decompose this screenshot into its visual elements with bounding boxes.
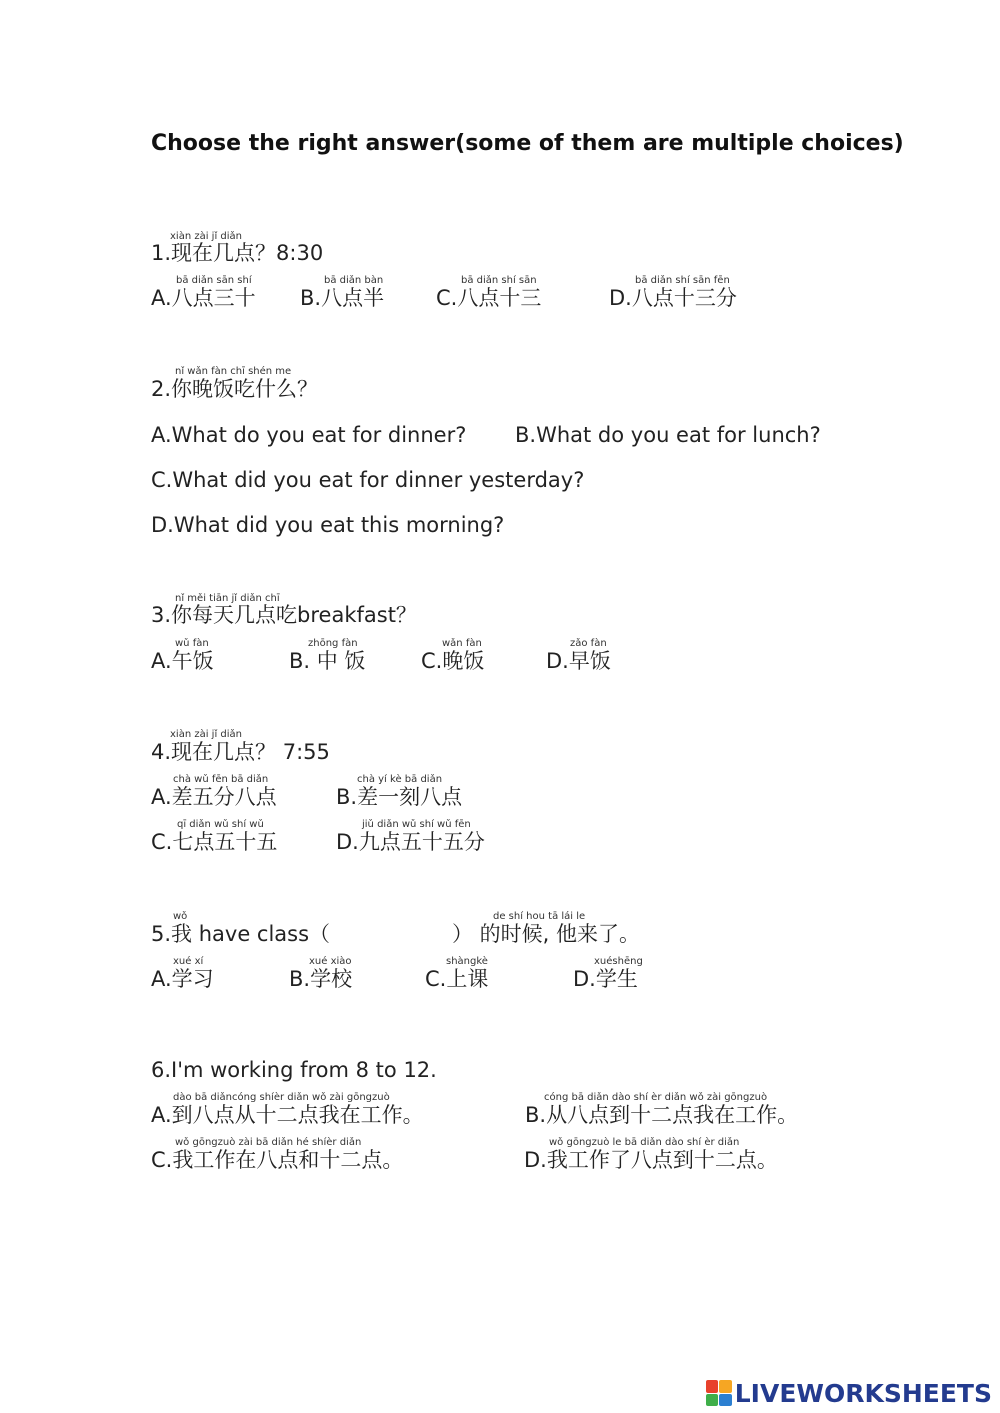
q5-option-c[interactable]: C.上课 <box>425 967 489 991</box>
q4-option-a-pinyin: chà wǔ fēn bā diǎn <box>173 774 269 785</box>
q3-option-b[interactable]: B. 中 饭 <box>289 649 366 673</box>
logo-square <box>719 1394 732 1407</box>
q2-pinyin: nǐ wǎn fàn chī shén me <box>175 366 292 377</box>
q4-option-d[interactable]: D.九点五十五分 <box>336 830 485 854</box>
logo-square <box>719 1380 732 1393</box>
q5-option-b[interactable]: B.学校 <box>289 967 353 991</box>
q3-option-a-pinyin: wǔ fàn <box>175 638 209 649</box>
q2-text: 2.你晚饭吃什么？ <box>151 377 319 401</box>
q3-option-c[interactable]: C.晚饭 <box>421 649 485 673</box>
q1-option-b-pinyin: bā diǎn bàn <box>324 275 384 286</box>
q2-option-b[interactable]: B.What do you eat for lunch? <box>515 423 821 447</box>
q1-option-d[interactable]: D.八点十三分 <box>609 286 737 310</box>
q4-option-c[interactable]: C.七点五十五 <box>151 830 278 854</box>
logo-square <box>706 1380 719 1393</box>
q1-option-a[interactable]: A.八点三十 <box>151 286 256 310</box>
q3-option-d[interactable]: D.早饭 <box>546 649 611 673</box>
q5-option-d[interactable]: D.学生 <box>573 967 638 991</box>
q4-option-b-pinyin: chà yí kè bā diǎn <box>357 774 443 785</box>
q1-option-c-pinyin: bā diǎn shí sān <box>461 275 537 286</box>
q5-pinyin-end: de shí hou tā lái le <box>493 911 586 922</box>
q1-option-c[interactable]: C.八点十三 <box>436 286 542 310</box>
q5-text-start: 5.我 have class（ <box>151 922 331 946</box>
q4-option-d-pinyin: jiǔ diǎn wǔ shí wǔ fēn <box>362 819 471 830</box>
q6-option-d-pinyin: wǒ gōngzuò le bā diǎn dào shí èr diǎn <box>549 1137 740 1148</box>
q6-option-a[interactable]: A.到八点从十二点我在工作。 <box>151 1103 424 1127</box>
q5-answer-blank[interactable] <box>330 920 448 946</box>
q4-text: 4.现在几点？ 7:55 <box>151 740 330 764</box>
q4-option-c-pinyin: qī diǎn wǔ shí wǔ <box>177 819 264 830</box>
q6-option-a-pinyin: dào bā diǎncóng shíèr diǎn wǒ zài gōngzuò <box>173 1092 390 1103</box>
logo-squares-icon <box>706 1380 732 1406</box>
q5-option-a-pinyin: xué xí <box>173 956 204 967</box>
q1-text: 1.现在几点？8:30 <box>151 241 324 265</box>
q6-option-c[interactable]: C.我工作在八点和十二点。 <box>151 1148 404 1172</box>
q2-option-d[interactable]: D.What did you eat this morning? <box>151 513 505 537</box>
q1-option-b[interactable]: B.八点半 <box>300 286 385 310</box>
q3-option-c-pinyin: wǎn fàn <box>442 638 482 649</box>
q3-option-a[interactable]: A.午饭 <box>151 649 214 673</box>
q5-option-d-pinyin: xuéshēng <box>594 956 643 967</box>
q6-option-d[interactable]: D.我工作了八点到十二点。 <box>524 1148 778 1172</box>
logo-square <box>706 1394 719 1407</box>
brand-name: LIVEWORKSHEETS <box>734 1378 992 1408</box>
q1-pinyin: xiàn zài jǐ diǎn <box>170 231 243 242</box>
q5-text-end: ） 的时候, 他来了。 <box>452 922 641 946</box>
q3-option-d-pinyin: zǎo fàn <box>570 638 607 649</box>
q6-option-b[interactable]: B.从八点到十二点我在工作。 <box>525 1103 799 1127</box>
q2-option-a[interactable]: A.What do you eat for dinner? <box>151 423 467 447</box>
q4-pinyin: xiàn zài jǐ diǎn <box>170 729 243 740</box>
q5-option-a[interactable]: A.学习 <box>151 967 214 991</box>
q3-pinyin: nǐ měi tiān jǐ diǎn chī <box>175 593 280 604</box>
q1-option-d-pinyin: bā diǎn shí sān fēn <box>635 275 730 286</box>
q6-text: 6.I'm working from 8 to 12. <box>151 1058 437 1082</box>
q1-option-a-pinyin: bā diǎn sān shí <box>176 275 252 286</box>
q4-option-b[interactable]: B.差一刻八点 <box>336 785 463 809</box>
q2-option-c[interactable]: C.What did you eat for dinner yesterday? <box>151 468 585 492</box>
q5-pinyin-wo: wǒ <box>173 911 188 922</box>
q4-option-a[interactable]: A.差五分八点 <box>151 785 277 809</box>
liveworksheets-logo <box>706 1376 992 1410</box>
q5-option-c-pinyin: shàngkè <box>446 956 488 967</box>
worksheet-title: Choose the right answer(some of them are multiple choices) <box>151 131 904 156</box>
q6-option-b-pinyin: cóng bā diǎn dào shí èr diǎn wǒ zài gōngzuò <box>544 1092 768 1103</box>
q6-option-c-pinyin: wǒ gōngzuò zài bā diǎn hé shíèr diǎn <box>175 1137 362 1148</box>
q5-option-b-pinyin: xué xiào <box>309 956 352 967</box>
q3-text: 3.你每天几点吃breakfast？ <box>151 603 417 627</box>
q3-option-b-pinyin: zhōng fàn <box>308 638 358 649</box>
